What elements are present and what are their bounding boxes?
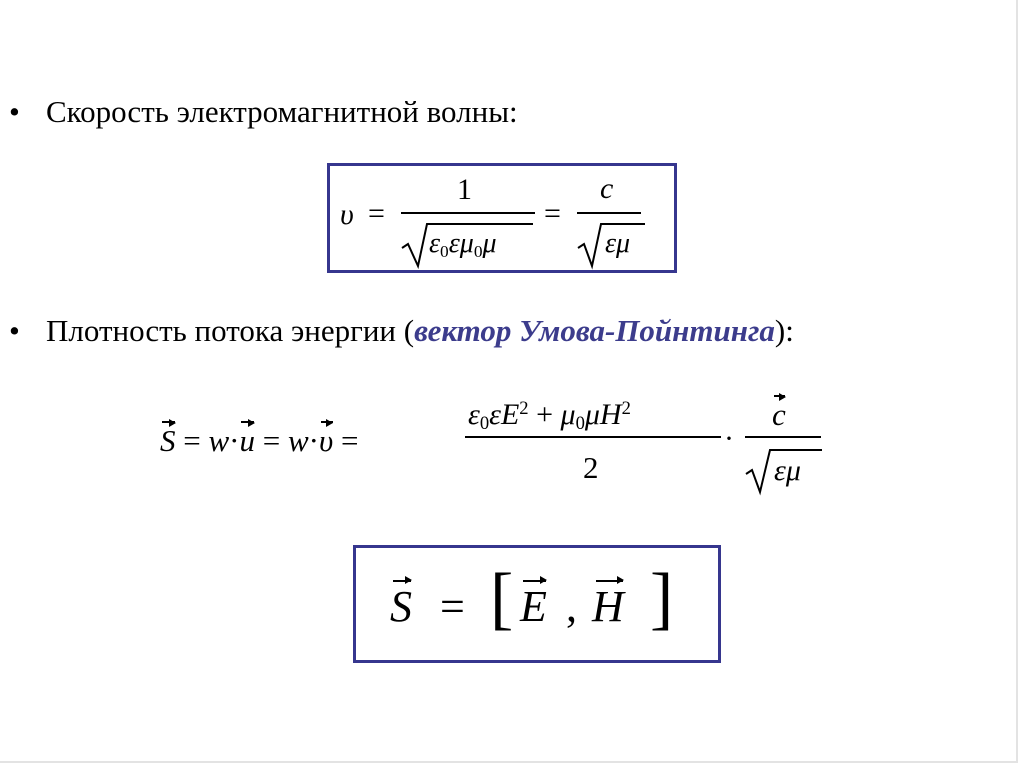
num-sub-0: 0 <box>575 413 585 435</box>
formula2-sqrt-content: εμ <box>774 454 801 487</box>
bullet-text-after: ): <box>774 313 794 348</box>
eq-sign: = <box>340 423 359 458</box>
bullet-text-before: Плотность потока энергии ( <box>46 313 415 348</box>
umov-poynting-vector-term: вектор Умова-Пойнтинга <box>414 313 775 348</box>
eq-sign: = <box>262 423 281 458</box>
vector-E: E <box>520 582 547 631</box>
num-sub-0: 0 <box>479 413 490 435</box>
formula2-dot: · <box>724 422 734 455</box>
num-epsilon: ε <box>489 398 501 431</box>
eq-sign: = <box>183 423 201 458</box>
vector-S: S <box>160 423 176 458</box>
formula1-num2: c <box>600 172 614 205</box>
formula1-lhs: υ <box>340 198 354 231</box>
num-plus: + <box>536 398 553 431</box>
symbol-w: w <box>208 423 230 458</box>
formula1-eq2: = <box>544 197 561 230</box>
vector-S-boxed: S <box>390 582 412 631</box>
num-E: E <box>500 398 520 431</box>
formula3-left-bracket: [ <box>490 560 514 637</box>
num-mu: μ <box>584 398 600 431</box>
num-sup-2: 2 <box>621 397 631 419</box>
sqrt-sign-formula1-den2 <box>578 224 645 266</box>
formula1-den2: εμ <box>605 228 631 259</box>
vector-v: υ <box>319 423 334 458</box>
num-sup-2: 2 <box>519 397 529 419</box>
num-H: H <box>599 398 622 431</box>
formula1-num1: 1 <box>457 173 472 206</box>
formula1-eq1: = <box>368 197 385 230</box>
formula2-denominator: 2 <box>583 450 599 485</box>
bullet-dot: • <box>9 94 20 129</box>
bullet-dot: • <box>9 313 20 348</box>
vector-c: c <box>772 397 786 432</box>
vector-H: H <box>592 582 624 631</box>
dot-operator: · <box>308 423 319 458</box>
num-epsilon-0: ε <box>468 398 480 431</box>
sqrt-sign-formula2-den <box>746 450 822 492</box>
dot-operator: · <box>229 423 240 458</box>
num-mu-0: μ <box>560 398 576 431</box>
symbol-w: w <box>287 423 309 458</box>
formula3-eq: = <box>440 582 465 631</box>
formula3-right-bracket: ] <box>650 560 674 637</box>
sqrt-sign-formula1-den1 <box>402 224 533 266</box>
vector-u: u <box>239 423 255 458</box>
formula3-comma: , <box>566 582 577 631</box>
formula1-den1: ε0εμ0μ <box>429 228 497 261</box>
bullet-text: Скорость электромагнитной волны: <box>46 94 518 129</box>
